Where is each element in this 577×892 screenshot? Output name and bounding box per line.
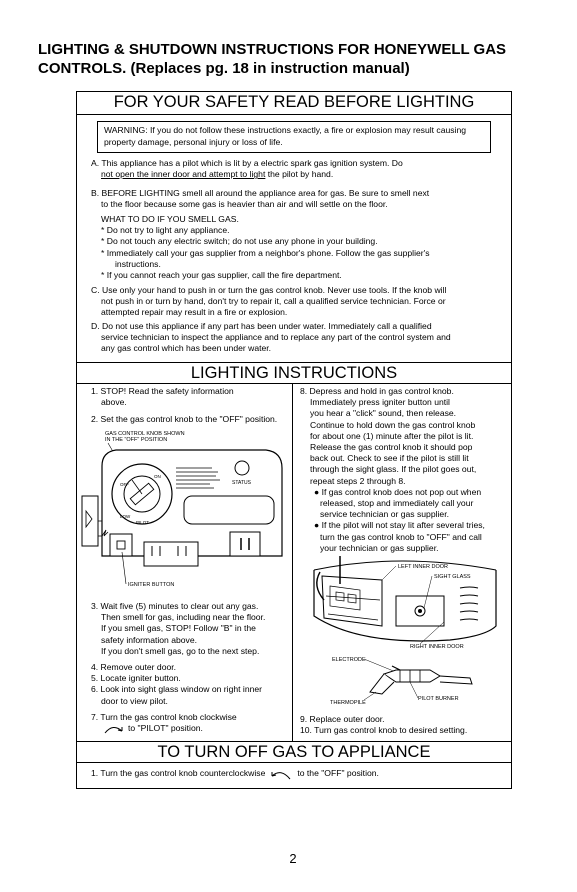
- step3-line: safety information above.: [101, 634, 198, 645]
- shutoff-step-text: 1. Turn the gas control knob counterclockwise: [91, 768, 266, 779]
- bullet-line: released, stop and immediately call your: [320, 498, 474, 509]
- column-divider: [292, 384, 293, 741]
- item-d-line: service technician to inspect the appliance and to replace any part of the control system and: [101, 332, 451, 343]
- lighting-step-8: [300, 386, 505, 554]
- step4: 4. Remove outer door.: [91, 662, 177, 672]
- item-a-underlined: not open the inner door and attempt to light: [101, 169, 266, 180]
- bullet-line: ● If gas control knob does not pop out when: [314, 486, 482, 497]
- shutoff-step-text-end: to the "OFF" position.: [297, 768, 379, 779]
- knob-low-label: LOW: [120, 514, 131, 519]
- step9: 9. Replace outer door.: [300, 714, 385, 724]
- step8-line: repeat steps 2 through 8.: [310, 475, 406, 486]
- item-b-line2: to the floor because some gas is heavier than air and will settle on the floor.: [101, 199, 388, 210]
- step1-line: 1. STOP! Read the safety information: [91, 386, 234, 396]
- step7-line2: [91, 723, 291, 734]
- step8-line: 8. Depress and hold in gas control knob.: [300, 386, 454, 396]
- item-c-line: not push in or turn by hand, don't try to repair it, call a qualified service technician. Force or: [101, 296, 446, 307]
- fig1-igniter-label: IGNITER BUTTON: [128, 582, 175, 588]
- fig1-status-label: STATUS: [232, 480, 251, 486]
- step8-line: for about one (1) minute after the pilot is lit.: [310, 430, 474, 441]
- lighting-step-3: [91, 601, 291, 657]
- item-a-line1: A. This appliance has a pilot which is lit by a electric spark gas ignition system. Do: [91, 158, 403, 168]
- page-number: 2: [289, 851, 297, 866]
- lighting-steps-4-6: [91, 662, 291, 707]
- step8-line: Immediately press igniter button until: [310, 397, 450, 408]
- smell-heading: WHAT TO DO IF YOU SMELL GAS.: [101, 214, 239, 224]
- bullet-line: service technician or gas supplier.: [320, 509, 449, 520]
- lighting-steps-9-10: [300, 714, 505, 736]
- document-title: LIGHTING & SHUTDOWN INSTRUCTIONS FOR HONEYWELL GAS CONTROLS. (Replaces pg. 18 in instruction manual): [38, 41, 507, 77]
- step8-line: through the sight glass. If the pilot goes out,: [310, 464, 477, 475]
- lighting-step-7: [91, 712, 291, 734]
- item-c-line: C. Use only your hand to push in or turn the gas control knob. Never use tools. If the knob will: [91, 285, 447, 295]
- smell-item: * If you cannot reach your gas supplier, call the fire department.: [101, 270, 342, 281]
- safety-item-c: [91, 285, 503, 319]
- smell-gas-list: [101, 214, 501, 281]
- fig3-thermopile-label: THERMOPILE: [330, 700, 366, 706]
- step6-line: door to view pilot.: [101, 695, 168, 706]
- step7-text: to "PILOT" position.: [128, 723, 203, 734]
- clockwise-arrow-icon: [103, 724, 125, 734]
- step8-line: you hear a "click" sound, then release.: [310, 408, 457, 419]
- bullet-line: your technician or gas supplier.: [320, 542, 439, 553]
- item-c-line: attempted repair may result in a fire or explosion.: [101, 307, 288, 318]
- knob-pilot-label: PILOT: [136, 520, 150, 525]
- step5: 5. Locate igniter button.: [91, 673, 181, 684]
- safety-item-b: [91, 188, 501, 210]
- smell-item: * Do not touch any electric switch; do not use any phone in your building.: [101, 236, 378, 247]
- gas-control-figure: [80, 426, 292, 592]
- item-b-line1: B. BEFORE LIGHTING smell all around the appliance area for gas. Be sure to smell next: [91, 188, 430, 198]
- step8-line: Continue to hold down the gas control knob: [310, 419, 476, 430]
- smell-item: * Immediately call your gas supplier from a neighbor's phone. Follow the gas supplier's: [101, 247, 430, 258]
- lighting-step-2: 2. Set the gas control knob to the "OFF" position.: [91, 414, 278, 424]
- pilot-burner-figure: [300, 652, 510, 710]
- lighting-step-1: [91, 386, 291, 408]
- safety-heading: FOR YOUR SAFETY READ BEFORE LIGHTING: [76, 92, 512, 115]
- fig1-label-a: GAS CONTROL KNOB SHOWN: [105, 431, 185, 437]
- step1-line: above.: [101, 397, 127, 408]
- step3-line: If you don't smell gas, go to the next step.: [101, 645, 260, 656]
- step3-line: Then smell for gas, including near the floor.: [101, 612, 266, 623]
- fig2-right-door-label: RIGHT INNER DOOR: [410, 644, 464, 650]
- shutoff-heading: TO TURN OFF GAS TO APPLIANCE: [76, 741, 512, 763]
- item-a-line2-end: the pilot by hand.: [265, 169, 334, 180]
- step6-line: 6. Look into sight glass window on right inner: [91, 684, 263, 695]
- fig2-sight-glass-label: SIGHT GLASS: [434, 574, 471, 580]
- step8-line: Release the gas control knob it should pop: [310, 442, 473, 453]
- fig3-electrode-label: ELECTRODE: [332, 657, 366, 663]
- item-d-line: any gas control which has been under water.: [101, 343, 272, 354]
- step8-line: back out. Check to see if the pilot is still lit: [310, 453, 469, 464]
- bullet-line: ● If the pilot will not stay lit after several tries,: [314, 520, 485, 531]
- lighting-heading: LIGHTING INSTRUCTIONS: [76, 362, 512, 384]
- step3-line: If you smell gas, STOP! Follow "B" in the: [101, 623, 256, 634]
- fig2-left-door-label: LEFT INNER DOOR: [398, 564, 449, 570]
- step3-line: 3. Wait five (5) minutes to clear out any gas.: [91, 601, 259, 611]
- fig3-pilot-burner-label: PILOT BURNER: [418, 696, 459, 702]
- bullet-line: turn the gas control knob to "OFF" and call: [320, 531, 482, 542]
- item-d-line: D. Do not use this appliance if any part has been under water. Immediately call a qualified: [91, 321, 432, 331]
- knob-off-label: OFF: [120, 482, 129, 487]
- warning-box: WARNING: If you do not follow these instructions exactly, a fire or explosion may result causing property damage, personal injury or loss of life.: [97, 121, 491, 153]
- counterclockwise-arrow-icon: [269, 768, 293, 780]
- shutoff-step-1: [91, 768, 506, 780]
- knob-on-label: ON: [154, 474, 161, 479]
- step10: 10. Turn gas control knob to desired setting.: [300, 725, 468, 736]
- step7-line: 7. Turn the gas control knob clockwise: [91, 712, 237, 722]
- safety-item-d: [91, 321, 503, 355]
- smell-item-cont: instructions.: [115, 258, 161, 269]
- smell-item: * Do not try to light any appliance.: [101, 225, 230, 236]
- safety-item-a: [91, 158, 501, 180]
- fig1-label-b: IN THE "OFF" POSITION: [105, 437, 168, 443]
- item-a-line2: [91, 169, 501, 180]
